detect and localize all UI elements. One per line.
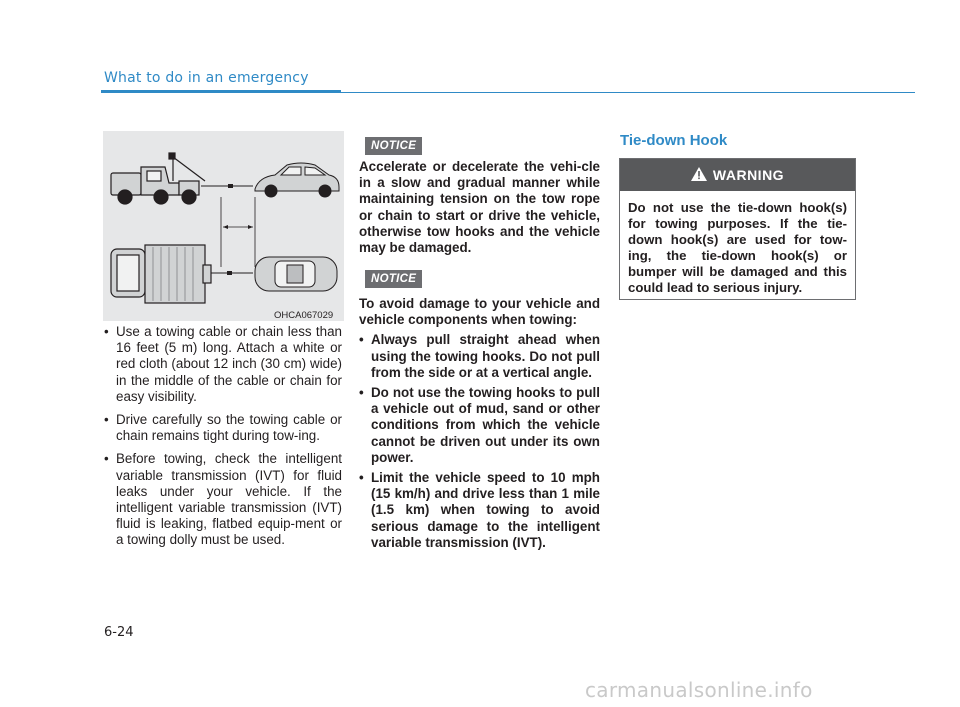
- section-title: What to do in an emergency: [104, 70, 309, 86]
- notice-intro: To avoid damage to your vehicle and vehicle components when towing:: [359, 296, 600, 328]
- notice-badge: NOTICE: [365, 270, 422, 288]
- warning-header: [620, 159, 855, 191]
- watermark: carmanualsonline.info: [585, 678, 813, 702]
- left-column: [104, 324, 342, 556]
- towed-car-side-icon: [255, 163, 339, 197]
- subsection-title: Tie-down Hook: [620, 132, 728, 149]
- towed-car-top-icon: [255, 257, 337, 291]
- list-item: • Use a towing cable or chain less than 16 feet (5 m) long. Attach a white or red cloth (about 12 inch (30 cm) wide) in the middle of the cable or chain for easy visibility.: [104, 324, 342, 405]
- figure-code: OHCA067029: [274, 310, 334, 321]
- list-item: • Before towing, check the intelligent variable transmission (IVT) for fluid leaks under your vehicle. If the intelligent variable transmission (IVT) fluid is leaking, flatbed equip-ment or a towing dolly must be used.: [104, 451, 342, 548]
- warning-label: WARNING: [712, 167, 785, 183]
- header-rule-thick: [101, 90, 341, 93]
- notice-body: [359, 296, 600, 555]
- warning-triangle-icon: [691, 167, 707, 184]
- list-item: • Do not use the towing hooks to pull a vehicle out of mud, sand or other conditions from which the vehicle cannot be driven out under its own power.: [359, 385, 600, 466]
- list-item: • Limit the vehicle speed to 10 mph (15 km/h) and drive less than 1 mile (1.5 km) when towing to avoid serious damage to the intelligent variable transmission (IVT).: [359, 470, 600, 551]
- notice-badge: NOTICE: [365, 137, 422, 155]
- warning-text: Do not use the tie-down hook(s) for towing purposes. If the tie-down hook(s) are used for tow-ing, the tie-down hook(s) or bumper will be damaged and this could lead to serious injury.: [628, 200, 847, 295]
- warning-box: [619, 158, 856, 300]
- list-item: • Drive carefully so the towing cable or chain remains tight during tow-ing.: [104, 412, 342, 444]
- notice-text: Accelerate or decelerate the vehi-cle in a slow and gradual manner while maintaining tension on the tow rope or chain to start or drive the vehicle, otherwise tow hooks and the vehicle may be damaged.: [359, 159, 600, 256]
- header-rule-thin: [341, 92, 915, 94]
- page-number: 6-24: [104, 625, 134, 640]
- tow-truck-top-icon: [111, 245, 211, 303]
- tow-truck-side-icon: [111, 153, 205, 204]
- list-item: • Always pull straight ahead when using the towing hooks. Do not pull from the side or at a vertical angle.: [359, 332, 600, 381]
- towing-illustration: [103, 131, 344, 321]
